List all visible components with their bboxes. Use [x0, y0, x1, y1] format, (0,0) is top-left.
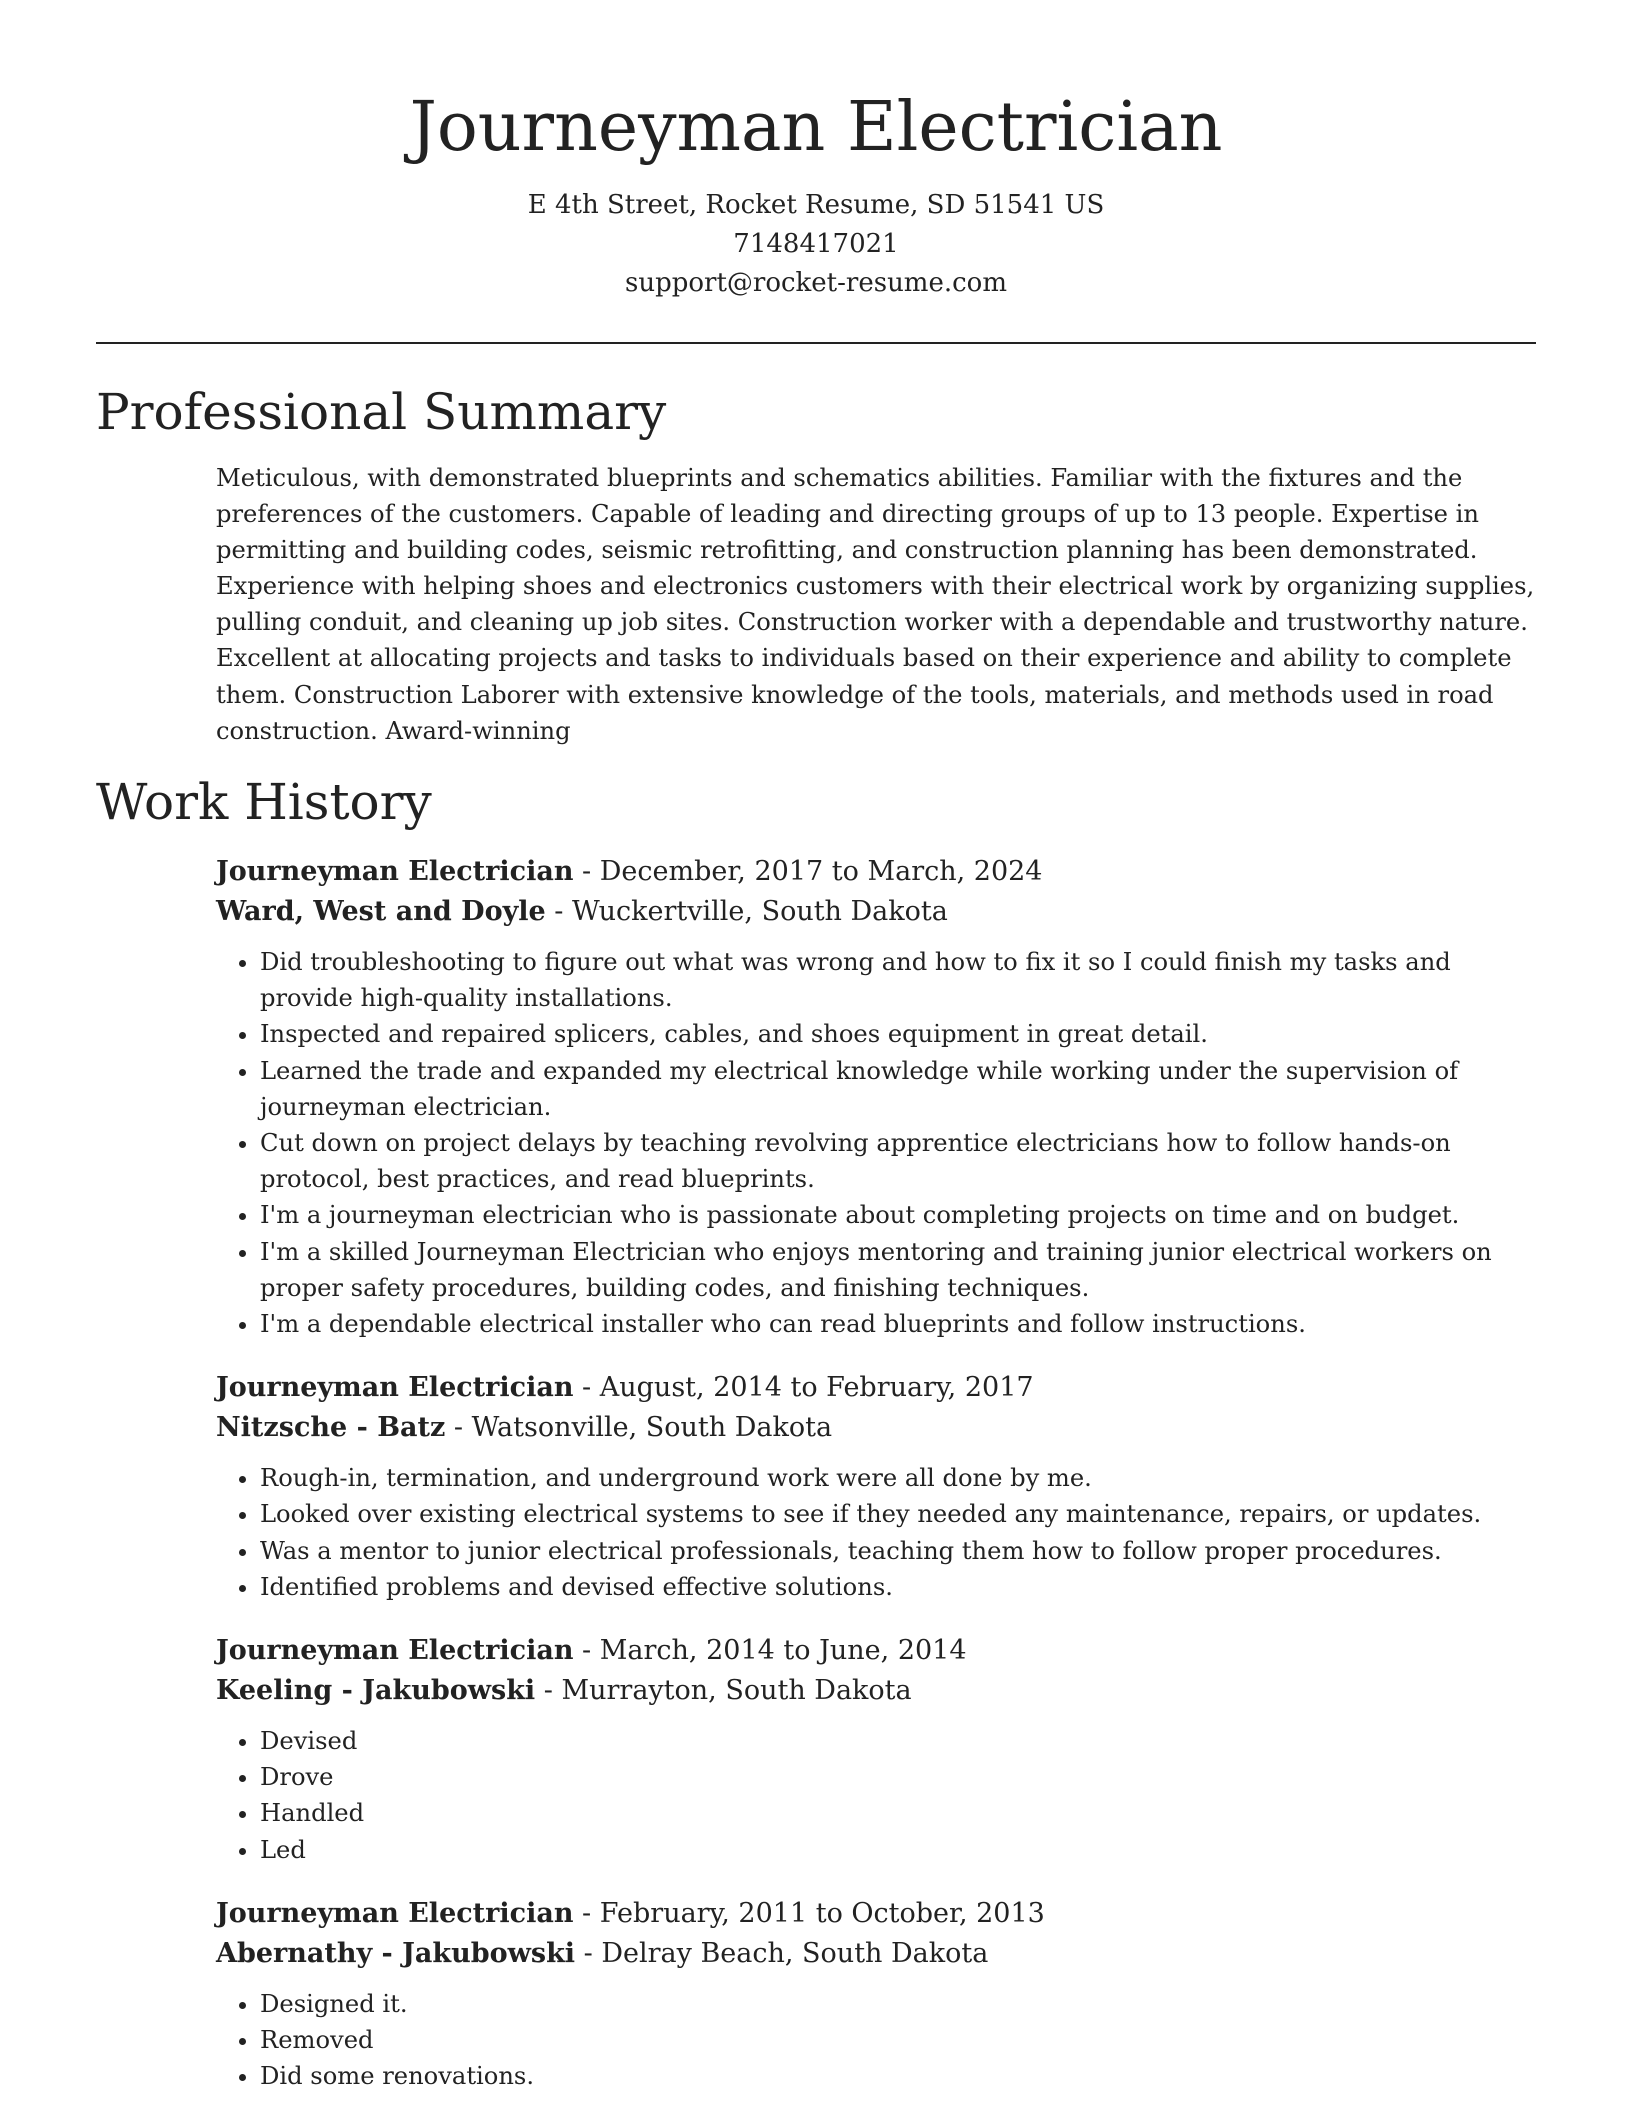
job-employer: Nitzsche - Batz	[216, 1412, 446, 1444]
job-bullets	[216, 1460, 1546, 1605]
bullet-item: • Devised	[260, 1723, 1546, 1759]
bullet-item: • I'm a journeyman electrician who is passionate about completing projects on time and on budget.	[260, 1197, 1546, 1233]
work-history-list	[216, 852, 1546, 2112]
summary-text: Meticulous, with demonstrated blueprints and schematics abilities. Familiar with the fixtures and the preferences of the customers. Capable of leading and directing groups of up to 13 people. Expertise in permitting and building codes, seismic retrofitting, and construction planning has been demonstrated. Experience with helping shoes and electronics customers with their electrical work by organizing supplies, pulling conduit, and cleaning up job sites. Construction worker with a dependable and trustworthy nature. Excellent at allocating projects and tasks to individuals based on their experience and ability to complete them. Construction Laborer with extensive knowledge of the tools, materials, and methods used in road construction. Award-winning	[216, 464, 1535, 745]
separator: -	[575, 1937, 602, 1969]
bullet-item: • Rough-in, termination, and underground work were all done by me.	[260, 1460, 1546, 1496]
separator: -	[573, 856, 600, 887]
bullet-item: • Identified problems and devised effective solutions.	[260, 1569, 1546, 1605]
job-employer: Abernathy - Jakubowski	[216, 1937, 576, 1969]
summary-heading: Professional Summary	[96, 383, 667, 441]
separator: -	[545, 896, 572, 927]
job-location: Wuckertville, South Dakota	[572, 896, 948, 927]
job-employer-line	[216, 1934, 1546, 1974]
job-location: Murrayton, South Dakota	[561, 1675, 912, 1707]
bullet-item: • Handled	[260, 1795, 1546, 1831]
separator: -	[573, 1635, 600, 1667]
bullet-item: • Cut down on project delays by teaching revolving apprentice electricians how to follow hands-on protocol, best practices, and read blueprints.	[260, 1125, 1546, 1197]
job-employer-line	[216, 892, 1546, 932]
work-history-heading: Work History	[96, 773, 432, 831]
resume-header	[0, 0, 1632, 303]
job-entry	[216, 1368, 1546, 1605]
job-dates: August, 2014 to February, 2017	[599, 1372, 1034, 1404]
separator: -	[535, 1675, 562, 1707]
job-title-line	[216, 1894, 1546, 1934]
job-bullets	[216, 1723, 1546, 1868]
separator: -	[445, 1412, 472, 1444]
job-location: Delray Beach, South Dakota	[601, 1937, 989, 1969]
bullet-item: • Was a mentor to junior electrical professionals, teaching them how to follow proper procedures.	[260, 1533, 1546, 1569]
contact-address: E 4th Street, Rocket Resume, SD 51541 US	[527, 190, 1105, 220]
bullet-item: • Did some renovations.	[260, 2058, 1546, 2094]
job-bullets	[216, 1986, 1546, 2095]
contact-block	[0, 186, 1632, 303]
bullet-item: • Learned the trade and expanded my electrical knowledge while working under the supervision of journeyman electrician.	[260, 1053, 1546, 1125]
job-employer-line	[216, 1671, 1546, 1711]
bullet-item: • Looked over existing electrical systems to see if they needed any maintenance, repairs, or updates.	[260, 1496, 1546, 1532]
job-entry	[216, 1894, 1546, 2095]
bullet-item: • Inspected and repaired splicers, cables, and shoes equipment in great detail.	[260, 1016, 1546, 1052]
bullet-item: • I'm a dependable electrical installer who can read blueprints and follow instructions.	[260, 1306, 1546, 1342]
bullet-item: • Designed it.	[260, 1986, 1546, 2022]
bullet-item: • Removed	[260, 2022, 1546, 2058]
job-title: Journeyman Electrician	[216, 1372, 574, 1404]
job-dates: February, 2011 to October, 2013	[599, 1897, 1045, 1929]
job-entry	[216, 852, 1546, 1342]
separator: -	[573, 1897, 600, 1929]
bullet-item: • I'm a skilled Journeyman Electrician who enjoys mentoring and training junior electrical workers on proper safety procedures, building codes, and finishing techniques.	[260, 1234, 1546, 1306]
separator: -	[573, 1372, 600, 1404]
job-title-line	[216, 852, 1546, 892]
contact-phone: 7148417021	[733, 229, 899, 259]
header-divider	[96, 342, 1536, 344]
resume-name: Journeyman Electrician	[409, 88, 1223, 167]
job-title: Journeyman Electrician	[216, 1897, 574, 1929]
contact-email: support@rocket-resume.com	[624, 268, 1007, 298]
job-employer-line	[216, 1408, 1546, 1448]
job-dates: December, 2017 to March, 2024	[599, 856, 1043, 887]
job-entry	[216, 1631, 1546, 1868]
job-location: Watsonville, South Dakota	[471, 1412, 833, 1444]
job-title-line	[216, 1631, 1546, 1671]
bullet-item: • Did troubleshooting to figure out what was wrong and how to fix it so I could finish my tasks and provide high-quality installations.	[260, 944, 1546, 1016]
bullet-item: • Led	[260, 1832, 1546, 1868]
job-bullets	[216, 944, 1546, 1342]
job-employer: Ward, West and Doyle	[216, 896, 546, 927]
job-title: Journeyman Electrician	[216, 856, 574, 887]
job-title-line	[216, 1368, 1546, 1408]
job-title: Journeyman Electrician	[216, 1635, 574, 1667]
job-employer: Keeling - Jakubowski	[216, 1675, 536, 1707]
bullet-item: • Drove	[260, 1759, 1546, 1795]
job-dates: March, 2014 to June, 2014	[599, 1635, 967, 1667]
